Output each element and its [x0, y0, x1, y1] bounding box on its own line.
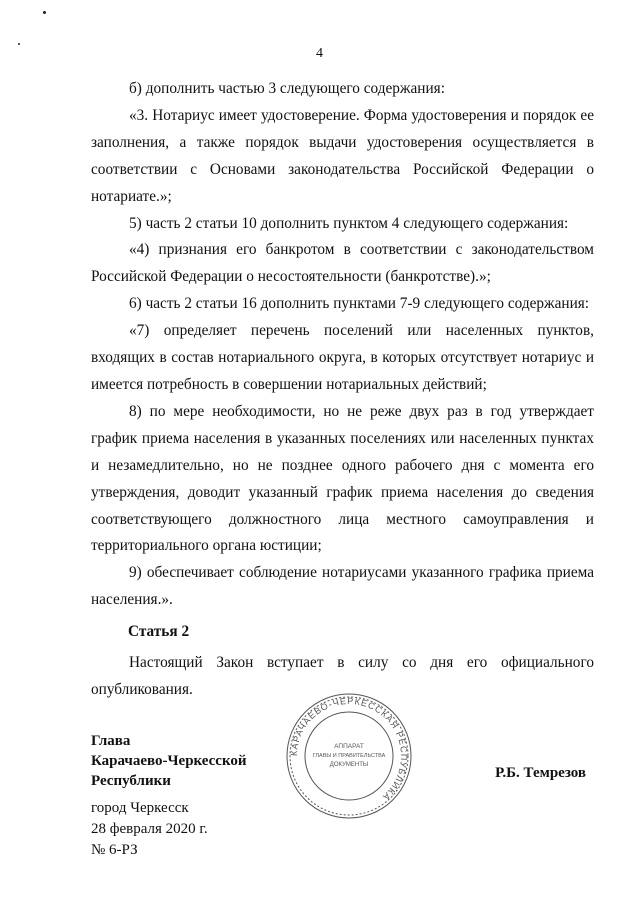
- paragraph: «4) признания его банкротом в соответствии с законодательством Российской Федерации о несостоятельности (банкротстве).»;: [91, 241, 594, 286]
- paragraph: «3. Нотариус имеет удостоверение. Форма удостоверения и порядок ее заполнения, а также порядок выдачи удостоверения осуществляется в соответствии с Основами законодательства Российской Федерации о нотариате.»;: [91, 106, 594, 205]
- signatory-title: [91, 731, 247, 791]
- scan-speck: [18, 43, 20, 45]
- paragraph: «7) определяет перечень поселений или населенных пунктов, входящих в состав нотариального округа, в которых отсутствует нотариус и имеется потребность в совершении нотариальных действий;: [91, 322, 594, 393]
- seal-inner-text: ГЛАВЫ И ПРАВИТЕЛЬСТВА: [312, 753, 386, 759]
- seal-inner-text: ДОКУМЕНТЫ: [329, 762, 369, 768]
- signatory-title-line: Глава: [91, 733, 131, 749]
- signatory-title-line: Республики: [91, 773, 171, 789]
- seal-ring-text: КАРАЧАЕВО-ЧЕРКЕССКАЯ РЕСПУБЛИКА: [288, 695, 410, 803]
- place-and-date: [91, 798, 208, 861]
- signatory-title-line: Карачаево-Черкесской: [91, 753, 247, 769]
- official-seal: [285, 692, 413, 820]
- signatory-name: Р.Б. Темрезов: [495, 765, 586, 781]
- paragraph: 5) часть 2 статьи 10 дополнить пунктом 4 следующего содержания:: [129, 214, 569, 232]
- seal-inner-text: АППАРАТ: [334, 743, 364, 750]
- city: город Черкесск: [91, 800, 189, 816]
- paragraph: 8) по мере необходимости, но не реже двух раз в год утверждает график приема населения в указанных поселениях или населенных пунктах и незамедлительно, но не позднее одного рабочего дня с момента его утверждения, доводит указанный график приема населения до сведения соответствующего должностного лица местного самоуправления и территориального органа юстиции;: [91, 402, 594, 555]
- scan-speck: [43, 11, 46, 14]
- amendments-text: [91, 76, 594, 614]
- page-number: 4: [316, 46, 323, 61]
- paragraph: б) дополнить частью 3 следующего содержания:: [129, 80, 445, 97]
- law-number: № 6-РЗ: [91, 842, 138, 858]
- paragraph: Настоящий Закон вступает в силу со дня его официального опубликования.: [91, 654, 594, 698]
- article-heading: Статья 2: [128, 623, 190, 640]
- date: 28 февраля 2020 г.: [91, 821, 208, 837]
- paragraph: 6) часть 2 статьи 16 дополнить пунктами 7-9 следующего содержания:: [129, 295, 590, 313]
- paragraph: 9) обеспечивает соблюдение нотариусами указанного графика приема населения.».: [91, 564, 594, 609]
